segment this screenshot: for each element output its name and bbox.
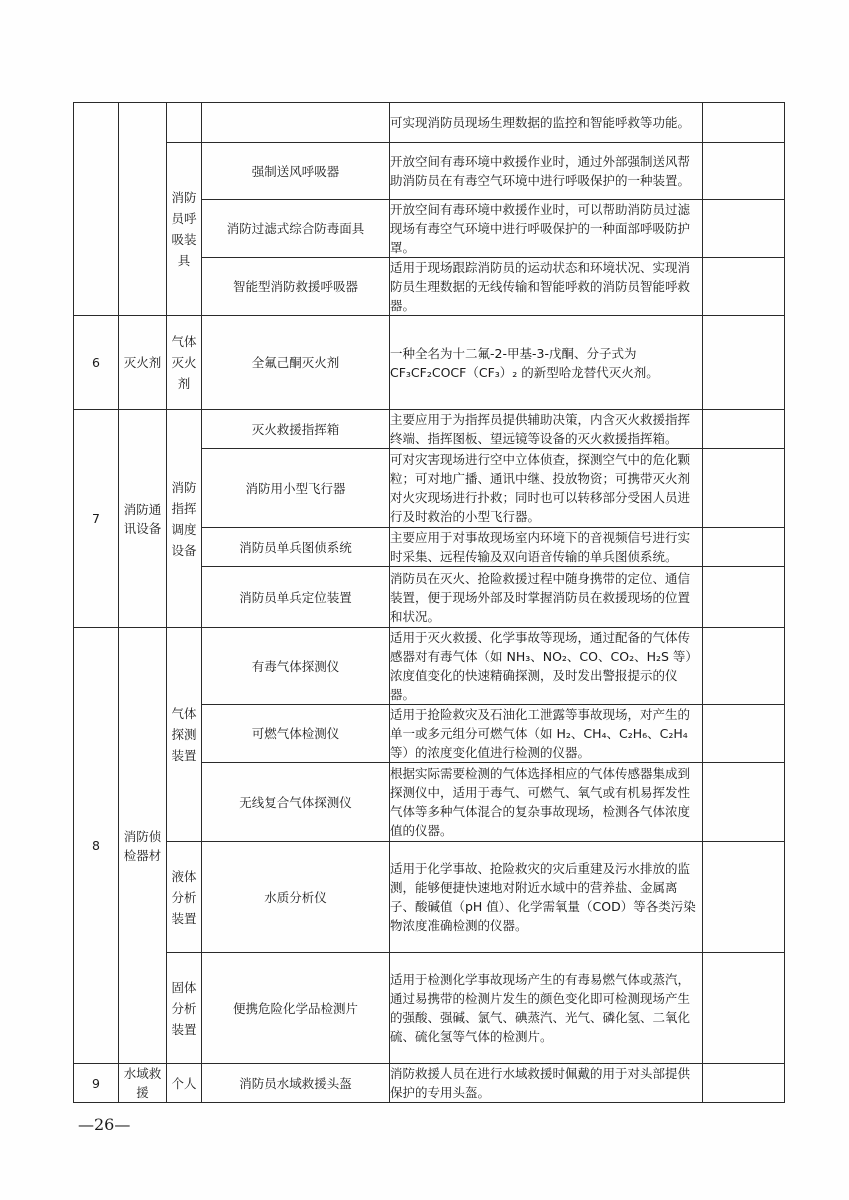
equipment-description: 消防救援人员在进行水域救援时佩戴的用于对头部提供保护的专用头盔。	[390, 1064, 703, 1103]
equipment-name: 可燃气体检测仪	[202, 705, 390, 763]
subcategory-cell: 气体灭火剂	[167, 316, 202, 410]
description-line: CF₃CF₂COCF（CF₃）₂ 的新型哈龙替代灭火剂。	[390, 364, 659, 380]
equipment-name: 消防员水域救援头盔	[202, 1064, 390, 1103]
note-cell	[703, 143, 785, 200]
table-row	[74, 316, 785, 410]
equipment-description: 适用于化学事故、抢险救灾的灾后重建及污水排放的监测，能够便捷快速地对附近水域中的营养盐、金属离子、酸碱值（pH 值）、化学需氧量（COD）等各类污染物浓度准确检测的仪器。	[390, 842, 703, 953]
table-row	[74, 103, 785, 143]
note-cell	[703, 763, 785, 842]
index-cell	[74, 103, 119, 316]
category-cell: 消防通讯设备	[119, 410, 167, 628]
equipment-description: 适用于现场跟踪消防员的运动状态和环境状况、实现消防员生理数据的无线传输和智能呼救的消防员智能呼救器。	[390, 258, 703, 316]
equipment-description: 主要应用于为指挥员提供辅助决策，内含灭火救援指挥终端、指挥图板、望远镜等设备的灭火救援指挥箱。	[390, 410, 703, 449]
note-cell	[703, 953, 785, 1064]
equipment-description: 可实现消防员现场生理数据的监控和智能呼救等功能。	[390, 103, 703, 143]
equipment-description: 可对灾害现场进行空中立体侦查，探测空气中的危化颗粒；可对地广播、通讯中继、投放物资；可携带灭火剂对火灾现场进行扑救；同时也可以转移部分受困人员进行及时救治的小型飞行器。	[390, 449, 703, 528]
page-number: —26—	[78, 1115, 131, 1134]
note-cell	[703, 705, 785, 763]
note-cell	[703, 410, 785, 449]
subcategory-cell	[167, 103, 202, 143]
equipment-name: 消防用小型飞行器	[202, 449, 390, 528]
equipment-name: 灭火救援指挥箱	[202, 410, 390, 449]
description-line: 一种全名为十二氟-2-甲基-3-戊酮、分子式为	[390, 345, 637, 361]
note-cell	[703, 103, 785, 143]
equipment-name: 便携危险化学品检测片	[202, 953, 390, 1064]
category-cell: 灭火剂	[119, 316, 167, 410]
equipment-table	[73, 102, 785, 1103]
equipment-name: 智能型消防救援呼吸器	[202, 258, 390, 316]
equipment-name: 无线复合气体探测仪	[202, 763, 390, 842]
category-cell	[119, 103, 167, 316]
category-cell: 消防侦检器材	[119, 628, 167, 1064]
equipment-description: 适用于检测化学事故现场产生的有毒易燃气体或蒸汽，通过易携带的检测片发生的颜色变化即可检测现场产生的强酸、强碱、氯气、碘蒸汽、光气、磷化氢、二氧化硫、硫化氢等气体的检测片。	[390, 953, 703, 1064]
index-cell: 6	[74, 316, 119, 410]
subcategory-cell: 液体分析装置	[167, 842, 202, 953]
note-cell	[703, 1064, 785, 1103]
equipment-name: 消防员单兵图侦系统	[202, 528, 390, 567]
subcategory-cell: 固体分析装置	[167, 953, 202, 1064]
table-row	[74, 842, 785, 953]
subcategory-cell: 消防员呼吸装具	[167, 143, 202, 316]
table-row	[74, 628, 785, 705]
subcategory-cell: 消防指挥调度设备	[167, 410, 202, 628]
table-row	[74, 410, 785, 449]
note-cell	[703, 449, 785, 528]
equipment-description: 开放空间有毒环境中救援作业时，可以帮助消防员过滤现场有毒空气环境中进行呼吸保护的一种面部呼吸防护罩。	[390, 200, 703, 258]
subcategory-cell: 个人	[167, 1064, 202, 1103]
equipment-name: 全氟己酮灭火剂	[202, 316, 390, 410]
equipment-description: 适用于灭火救援、化学事故等现场，通过配备的气体传感器对有毒气体（如 NH₃、NO₂、CO、CO₂、H₂S 等）浓度值变化的快速精确探测，及时发出警报提示的仪器。	[390, 628, 703, 705]
equipment-name: 有毒气体探测仪	[202, 628, 390, 705]
note-cell	[703, 567, 785, 628]
equipment-description	[390, 316, 703, 410]
equipment-description: 消防员在灭火、抢险救援过程中随身携带的定位、通信装置，便于现场外部及时掌握消防员在救援现场的位置和状况。	[390, 567, 703, 628]
table-row	[74, 1064, 785, 1103]
index-cell: 8	[74, 628, 119, 1064]
note-cell	[703, 200, 785, 258]
index-cell: 9	[74, 1064, 119, 1103]
equipment-description: 根据实际需要检测的气体选择相应的气体传感器集成到探测仪中，适用于毒气、可燃气、氧气或有机易挥发性气体等多种气体混合的复杂事故现场，检测各气体浓度值的仪器。	[390, 763, 703, 842]
equipment-description: 主要应用于对事故现场室内环境下的音视频信号进行实时采集、远程传输及双向语音传输的单兵图侦系统。	[390, 528, 703, 567]
index-cell: 7	[74, 410, 119, 628]
note-cell	[703, 628, 785, 705]
equipment-name: 强制送风呼吸器	[202, 143, 390, 200]
equipment-description: 适用于抢险救灾及石油化工泄露等事故现场，对产生的单一或多元组分可燃气体（如 H₂、CH₄、C₂H₆、C₂H₄ 等）的浓度变化值进行检测的仪器。	[390, 705, 703, 763]
equipment-name: 水质分析仪	[202, 842, 390, 953]
subcategory-cell: 气体探测装置	[167, 628, 202, 842]
equipment-name: 消防员单兵定位装置	[202, 567, 390, 628]
note-cell	[703, 258, 785, 316]
note-cell	[703, 842, 785, 953]
equipment-name: 消防过滤式综合防毒面具	[202, 200, 390, 258]
table-row	[74, 143, 785, 200]
table-row	[74, 953, 785, 1064]
equipment-name	[202, 103, 390, 143]
equipment-description: 开放空间有毒环境中救援作业时，通过外部强制送风帮助消防员在有毒空气环境中进行呼吸保护的一种装置。	[390, 143, 703, 200]
note-cell	[703, 316, 785, 410]
category-cell: 水域救援	[119, 1064, 167, 1103]
note-cell	[703, 528, 785, 567]
